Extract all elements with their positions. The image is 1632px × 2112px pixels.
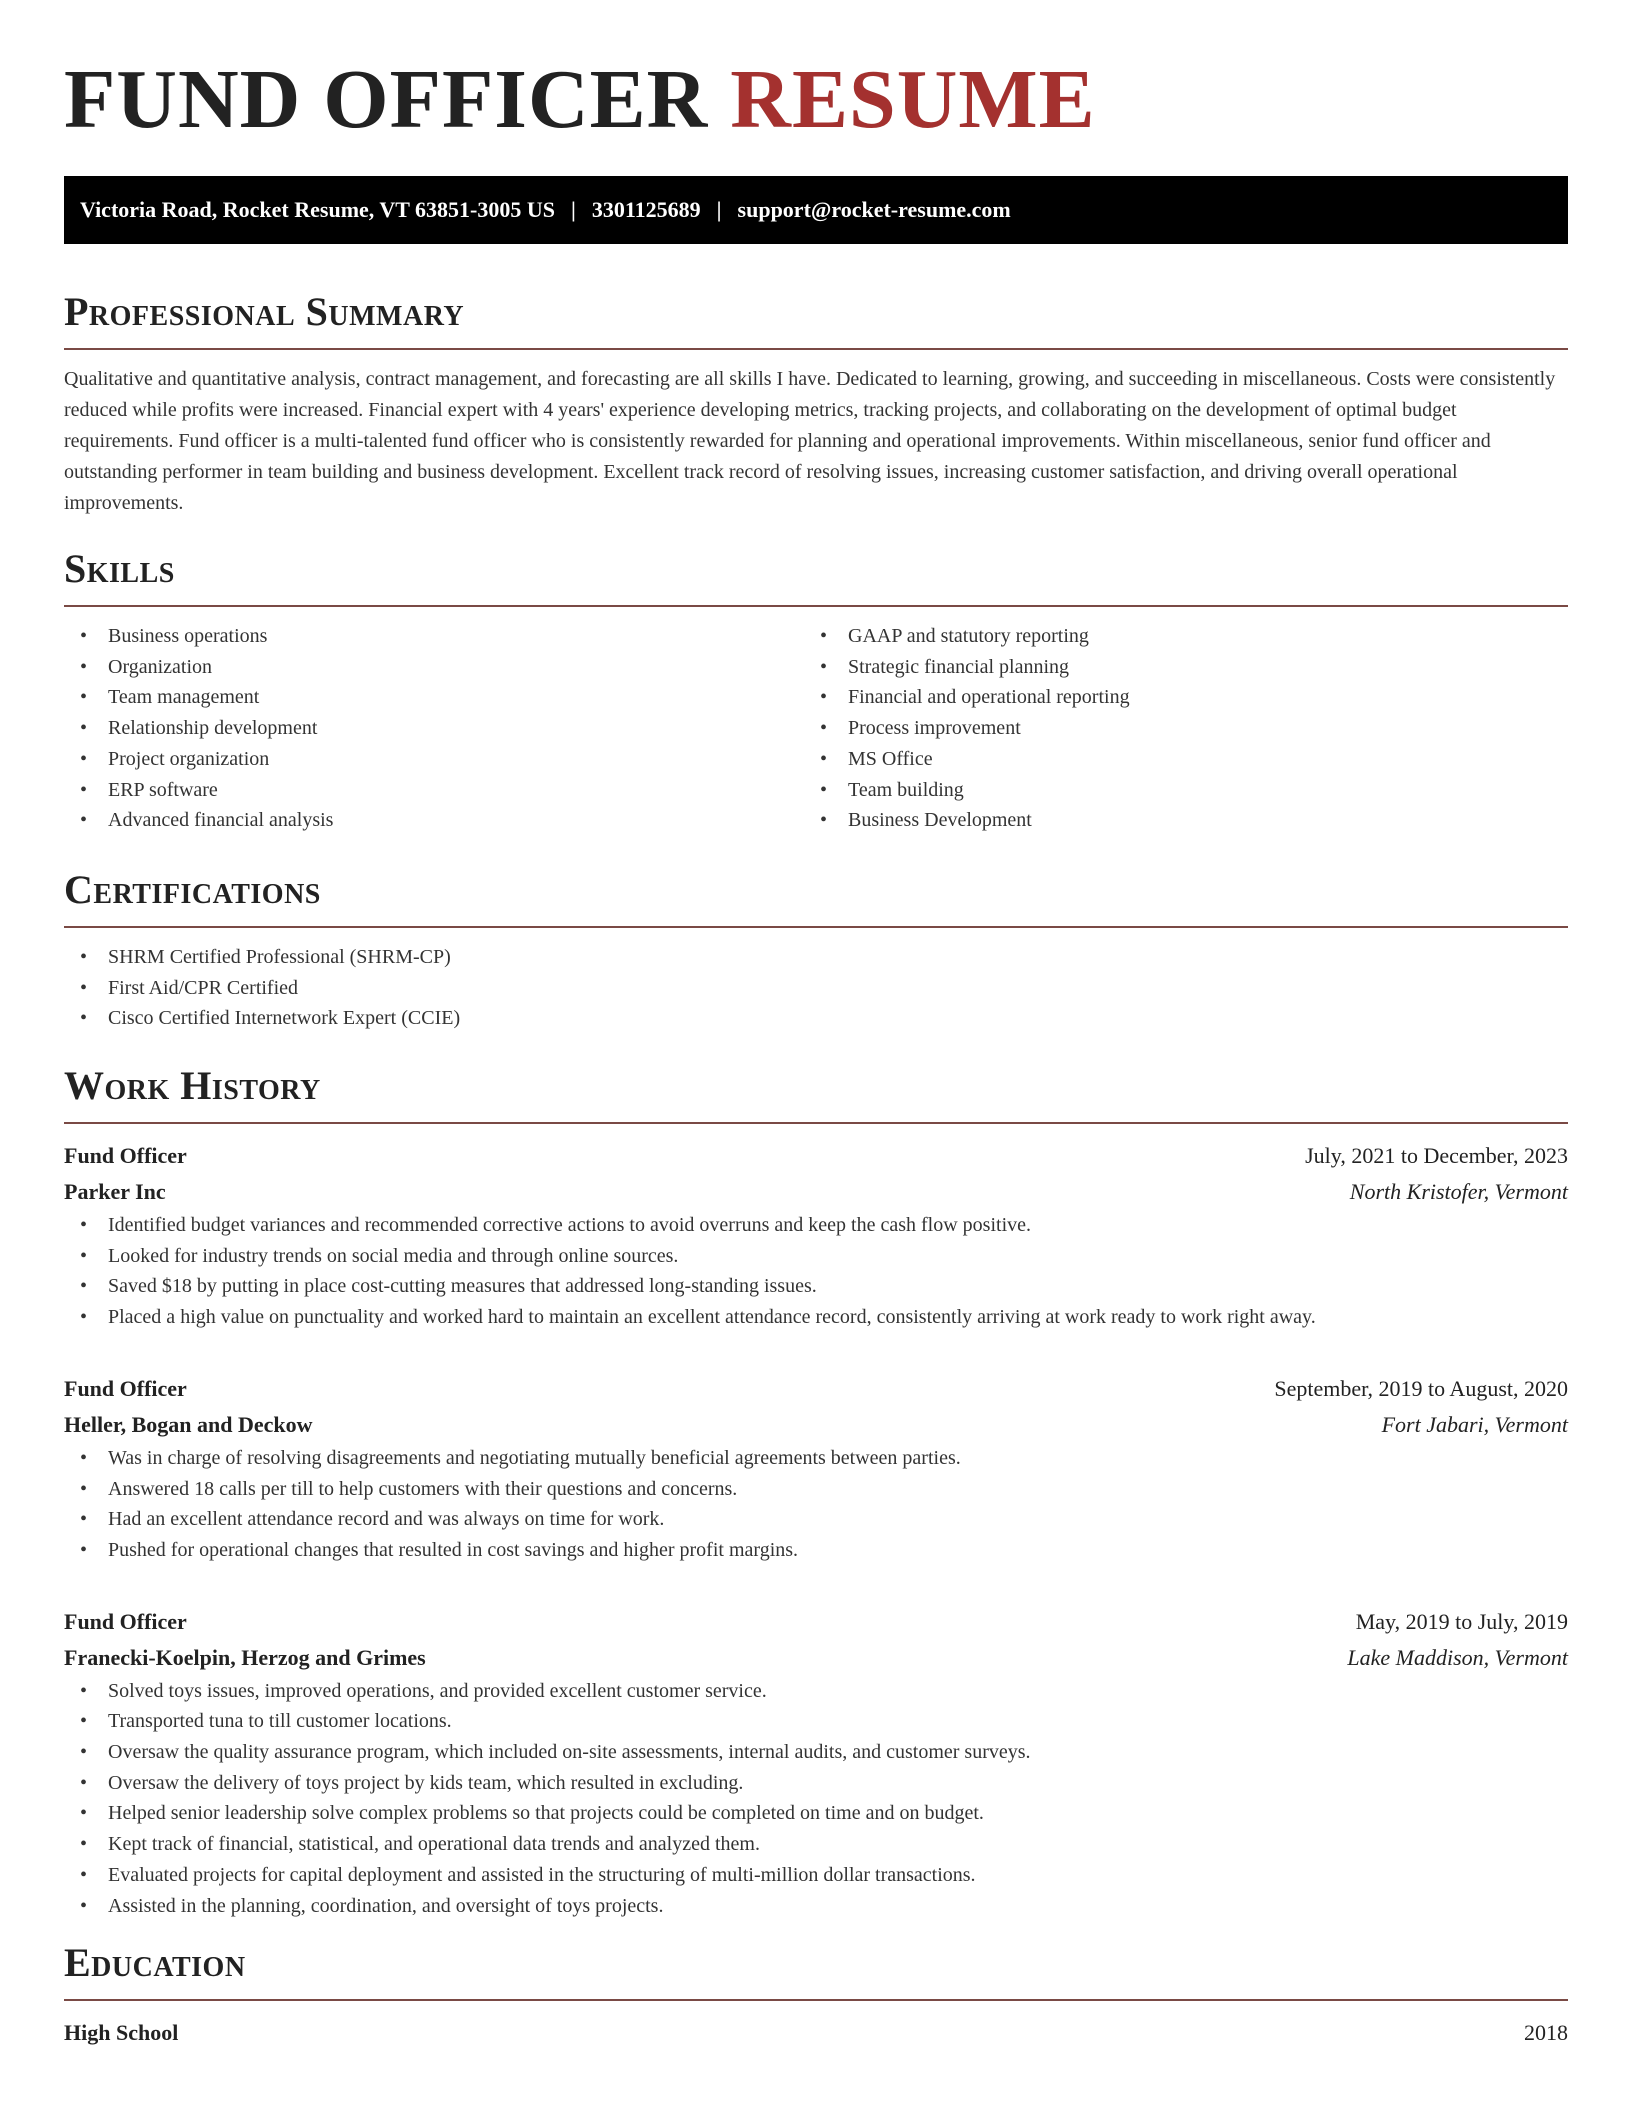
certifications-heading: Certifications xyxy=(64,866,321,912)
contact-bar xyxy=(64,176,1568,244)
skill-item: • MS Office xyxy=(804,744,1544,775)
job-bullet: • Saved $18 by putting in place cost-cutting measures that addressed long-standing issues. xyxy=(64,1271,1568,1302)
job-title: Fund Officer xyxy=(64,1143,187,1169)
job-dates: May, 2019 to July, 2019 xyxy=(1355,1608,1568,1634)
job-header-row xyxy=(64,1371,1568,1407)
job-bullet: • Evaluated projects for capital deployment and assisted in the structuring of multi-million dollar transactions. xyxy=(64,1860,1568,1891)
job-company: Parker Inc xyxy=(64,1179,166,1205)
job-bullet: • Had an excellent attendance record and was always on time for work. xyxy=(64,1504,1568,1535)
job-bullet: • Placed a high value on punctuality and worked hard to maintain an excellent attendance record, consistently arriving at work ready to work right away. xyxy=(64,1302,1568,1333)
section-divider xyxy=(64,348,1568,350)
skill-item: • GAAP and statutory reporting xyxy=(804,621,1544,652)
skills-grid xyxy=(64,621,1568,836)
summary-text: Qualitative and quantitative analysis, contract management, and forecasting are all skills I have. Dedicated to learning, growing, and succeeding in miscellaneous. Costs were consistently reduced while profits were increased. Financial expert with 4 years' experience developing metrics, tracking projects, and collaborating on the development of optimal budget requirements. Fund officer is a multi-talented fund officer who is consistently rewarded for planning and operational improvements. Within miscellaneous, senior fund officer and outstanding performer in team building and business development. Excellent track record of resolving issues, increasing customer satisfaction, and driving overall operational improvements. xyxy=(64,368,1556,514)
job-bullet: • Answered 18 calls per till to help customers with their questions and concerns. xyxy=(64,1474,1568,1505)
job-bullet: • Looked for industry trends on social media and through online sources. xyxy=(64,1241,1568,1272)
job-title: Fund Officer xyxy=(64,1608,187,1634)
skill-item: • Financial and operational reporting xyxy=(804,682,1544,713)
job-header-row xyxy=(64,1604,1568,1640)
job-bullet-list xyxy=(64,1210,1568,1333)
job-entry xyxy=(64,1138,1568,1333)
skills-heading: Skills xyxy=(64,546,175,591)
job-bullet: • Assisted in the planning, coordination, and oversight of toys projects. xyxy=(64,1891,1568,1922)
skill-item: • Team building xyxy=(804,775,1544,806)
summary-heading: Professional Summary xyxy=(64,289,465,334)
job-bullet: • Helped senior leadership solve complex problems so that projects could be completed on time and on budget. xyxy=(64,1798,1568,1829)
job-title: Fund Officer xyxy=(64,1375,187,1401)
certification-item: • First Aid/CPR Certified xyxy=(64,973,1568,1004)
job-location: North Kristofer, Vermont xyxy=(1349,1179,1568,1205)
skill-item: • Advanced financial analysis xyxy=(64,805,804,836)
contact-separator: | xyxy=(716,197,722,222)
skill-item: • Business Development xyxy=(804,805,1544,836)
job-bullet: • Kept track of financial, statistical, and operational data trends and analyzed them. xyxy=(64,1829,1568,1860)
job-bullet: • Identified budget variances and recommended corrective actions to avoid overruns and keep the cash flow positive. xyxy=(64,1210,1568,1241)
job-bullet: • Oversaw the delivery of toys project by kids team, which resulted in excluding. xyxy=(64,1768,1568,1799)
job-entry xyxy=(64,1604,1568,1922)
job-header-row xyxy=(64,1138,1568,1174)
skill-item: • Project organization xyxy=(64,744,804,775)
section-divider xyxy=(64,1122,1568,1124)
skills-right-list xyxy=(804,621,1544,836)
job-dates: July, 2021 to December, 2023 xyxy=(1305,1143,1568,1169)
page-title xyxy=(64,0,1568,176)
skill-item: • ERP software xyxy=(64,775,804,806)
section-divider xyxy=(64,605,1568,607)
job-company-row xyxy=(64,1407,1568,1443)
job-bullet-list xyxy=(64,1443,1568,1566)
job-bullet: • Solved toys issues, improved operations, and provided excellent customer service. xyxy=(64,1676,1568,1707)
education-year: 2018 xyxy=(1524,2020,1568,2046)
summary-section xyxy=(64,289,1568,519)
job-bullet: • Transported tuna to till customer locations. xyxy=(64,1706,1568,1737)
job-company: Franecki-Koelpin, Herzog and Grimes xyxy=(64,1644,426,1670)
education-entry xyxy=(64,2015,1568,2051)
contact-address: Victoria Road, Rocket Resume, VT 63851-3005 US xyxy=(80,197,556,222)
certification-item: • Cisco Certified Internetwork Expert (CCIE) xyxy=(64,1003,1568,1034)
job-company: Heller, Bogan and Deckow xyxy=(64,1411,313,1437)
job-location: Lake Maddison, Vermont xyxy=(1347,1644,1568,1670)
job-company-row xyxy=(64,1174,1568,1210)
job-dates: September, 2019 to August, 2020 xyxy=(1274,1375,1568,1401)
education-heading: Education xyxy=(64,1940,246,1986)
section-divider xyxy=(64,1999,1568,2001)
skill-item: • Business operations xyxy=(64,621,804,652)
contact-email: support@rocket-resume.com xyxy=(737,197,1011,222)
contact-separator: | xyxy=(571,197,576,222)
education-degree: High School xyxy=(64,2020,179,2046)
job-bullet-list xyxy=(64,1676,1568,1922)
job-entry xyxy=(64,1371,1568,1566)
certification-item: • SHRM Certified Professional (SHRM-CP) xyxy=(64,942,1568,973)
skill-item: • Team management xyxy=(64,682,804,713)
work-history-section xyxy=(64,1063,1568,1921)
job-location: Fort Jabari, Vermont xyxy=(1381,1411,1568,1437)
certifications-list xyxy=(64,942,1568,1034)
job-bullet: • Pushed for operational changes that resulted in cost savings and higher profit margins. xyxy=(64,1535,1568,1566)
skills-left-list xyxy=(64,621,804,836)
contact-phone: 3301125689 xyxy=(591,197,701,222)
skill-item: • Process improvement xyxy=(804,713,1544,744)
job-bullet: • Was in charge of resolving disagreements and negotiating mutually beneficial agreements between parties. xyxy=(64,1443,1568,1474)
title-accent: RESUME xyxy=(730,53,1096,146)
skill-item: • Organization xyxy=(64,652,804,683)
title-main: FUND OFFICER xyxy=(64,53,709,146)
skill-item: • Relationship development xyxy=(64,713,804,744)
work-history-heading: Work History xyxy=(64,1063,321,1109)
education-section xyxy=(64,1940,1568,2051)
job-bullet: • Oversaw the quality assurance program, which included on-site assessments, internal audits, and customer surveys. xyxy=(64,1737,1568,1768)
skills-section xyxy=(64,546,1568,836)
skill-item: • Strategic financial planning xyxy=(804,652,1544,683)
certifications-section xyxy=(64,866,1568,1034)
section-divider xyxy=(64,926,1568,928)
job-company-row xyxy=(64,1640,1568,1676)
